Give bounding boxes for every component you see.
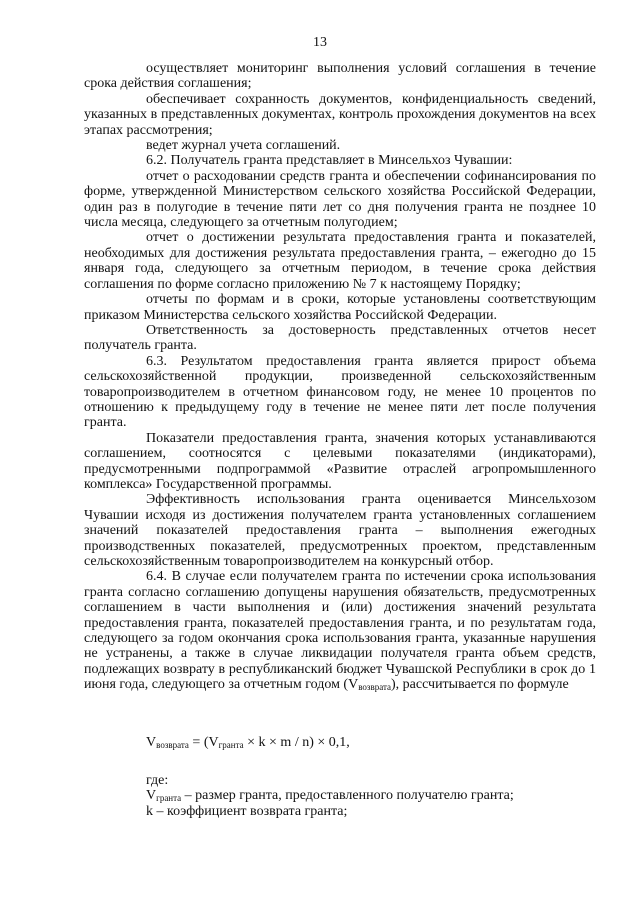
def-text: – размер гранта, предоставленного получателю гранта; bbox=[181, 788, 514, 804]
body-text bbox=[84, 61, 596, 693]
paragraph-6-4-text: 6.4. В случае если получателем гранта по истечении срока использования гранта согласно соглашению допущены нарушения обязательств, предусмотренных соглашением в части выполнения и (или) достижения значений результата предоставления гранта, показателей предоставления гранта, и по результатам года, следующего за годом окончания срока использования гранта, указанные нарушения не устранены, а также в случае ликвидации получателя гранта объем средств, подлежащих возврату в республиканский бюджет Чувашской Республики в срок до 1 июня года, следующего за отчетным годом (V bbox=[84, 569, 596, 693]
paragraph-6-4-tail: ), рассчитывается по формуле bbox=[391, 677, 569, 693]
paragraph: 6.3. Результатом предоставления гранта является прирост объема сельскохозяйственной продукции, произведенной сельскохозяйственным товаропроизводителем в отчетном финансовом году, не менее 10 процентов по отношению к предыдущему году в течение не менее пяти лет после получения гранта. bbox=[84, 353, 596, 431]
formula-v: V bbox=[146, 735, 157, 750]
definition-k: k – коэффициент возврата гранта; bbox=[146, 803, 348, 819]
formula-eq: = (V bbox=[188, 735, 219, 750]
def-sub: гранта bbox=[156, 793, 182, 804]
paragraph: отчет о достижении результата предоставления гранта и показателей, необходимых для достижения результата предоставления гранта, – ежегодно до 15 января года, следующего за отчетным периодом, в течение срока действия соглашения по форме согласно приложению № 7 к настоящему Порядку; bbox=[84, 230, 596, 292]
def-v: V bbox=[146, 788, 157, 804]
paragraph: Показатели предоставления гранта, значения которых устанавливаются соглашением, соотносятся с целевыми показателями (индикаторами), предусмотренными подпрограммой «Развитие отраслей агропромышленного комплекса» Государственной программы. bbox=[84, 430, 596, 492]
refund-formula bbox=[146, 735, 350, 750]
formula-sub-granta: гранта bbox=[218, 740, 244, 750]
subscript: возврата bbox=[358, 682, 391, 693]
paragraph: отчет о расходовании средств гранта и обеспечении софинансирования по форме, утвержденной Министерством сельского хозяйства Российской Федерации, один раз в полугодие в течение пяти лет со дня получения гранта не позднее 10 числа месяца, следующего за отчетным полугодием; bbox=[84, 168, 596, 231]
page-number: 13 bbox=[313, 35, 327, 50]
paragraph: обеспечивает сохранность документов, конфиденциальность сведений, указанных в представленных документах, контроль прохождения документов на всех этапах рассмотрения; bbox=[84, 91, 596, 138]
paragraph: 6.2. Получатель гранта представляет в Минсельхоз Чувашии: bbox=[146, 153, 513, 169]
definition-v-granta bbox=[146, 788, 606, 803]
where-label: где: bbox=[146, 773, 169, 788]
paragraph: осуществляет мониторинг выполнения условий соглашения в течение срока действия соглашения; bbox=[84, 61, 596, 92]
formula-definitions bbox=[146, 773, 606, 819]
paragraph-6-4 bbox=[84, 569, 596, 692]
paragraph: отчеты по формам и в сроки, которые установлены соответствующим приказом Министерства сельского хозяйства Российской Федерации. bbox=[84, 292, 596, 323]
paragraph: ведет журнал учета соглашений. bbox=[146, 138, 341, 154]
formula-sub-vozvrata: возврата bbox=[156, 740, 189, 750]
formula-rest: × k × m / n) × 0,1, bbox=[243, 735, 350, 750]
paragraph: Ответственность за достоверность представленных отчетов несет получатель гранта. bbox=[84, 322, 596, 354]
paragraph: Эффективность использования гранта оценивается Минсельхозом Чувашии исходя из достижения получателем гранта установленных соглашением значений показателей предоставления гранта – выполнения ежегодных производственных показателей, предусмотренных проектом, представленным сельскохозяйственным товаропроизводителем на конкурсный отбор. bbox=[84, 492, 596, 569]
